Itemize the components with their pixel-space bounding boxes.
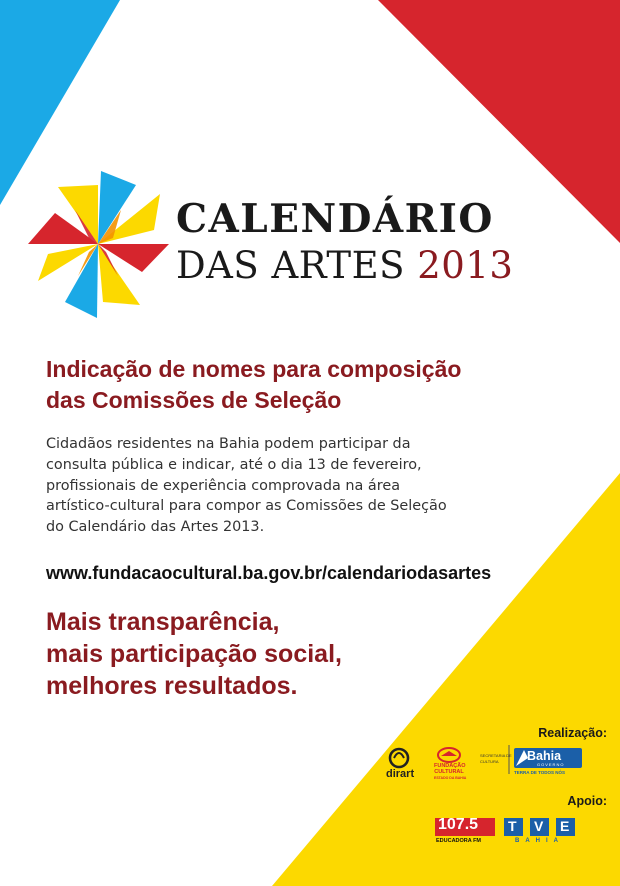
announcement-body (46, 434, 486, 538)
title-line2-prefix: DAS ARTES (176, 244, 405, 287)
title-line2 (176, 244, 514, 287)
title-line1: CALENDÁRIO (176, 196, 494, 242)
body-line: Cidadãos residentes na Bahia podem participar da (46, 436, 411, 452)
body-line: profissionais de experiência comprovada na área (46, 477, 401, 494)
bahia-label: Bahia (527, 749, 562, 763)
bahia-tagline: TERRA DE TODOS NÓS (514, 770, 566, 775)
secretaria-line: SECRETARIA DE (480, 753, 512, 758)
fundacao-label (434, 763, 467, 781)
announcement-heading (46, 354, 566, 416)
educadora-frequency: 107.5 (438, 816, 479, 833)
slogan (46, 606, 342, 702)
heading-line: Indicação de nomes para composição (46, 356, 462, 382)
tve-letter-t: T (508, 818, 517, 834)
apoio-label: Apoio: (567, 794, 607, 808)
fundacao-line: ESTADO DA BAHIA (434, 776, 467, 780)
slogan-line: melhores resultados. (46, 672, 298, 700)
fundacao-cultural-logo (438, 748, 460, 762)
tve-sub-label: BAHIA (515, 838, 564, 844)
secretaria-line: CULTURA (480, 759, 499, 764)
slogan-line: mais participação social, (46, 640, 342, 668)
tve-letter-e: E (560, 818, 570, 834)
body-line: artístico-cultural para compor as Comissões de Seleção (46, 498, 447, 515)
website-link[interactable]: www.fundacaocultural.ba.gov.br/calendariodasartes (46, 563, 492, 583)
educadora-name: EDUCADORA FM (436, 838, 482, 844)
realizacao-label: Realização: (538, 726, 607, 740)
tve-letter-v: V (534, 818, 544, 834)
dirart-label: dirart (386, 768, 415, 780)
fundacao-line: CULTURAL (434, 769, 464, 775)
fundacao-line: FUNDAÇÃO (434, 763, 466, 769)
slogan-line: Mais transparência, (46, 608, 280, 636)
bahia-governo-label: GOVERNO (537, 762, 565, 767)
heading-line: das Comissões de Seleção (46, 387, 342, 413)
title-year: 2013 (417, 244, 514, 287)
pinwheel-logo-icon (28, 171, 169, 318)
secretaria-label (480, 753, 512, 765)
body-line: do Calendário das Artes 2013. (46, 519, 265, 536)
body-line: consulta pública e indicar, até o dia 13 de fevereiro, (46, 456, 422, 473)
calendario-title (176, 196, 514, 287)
